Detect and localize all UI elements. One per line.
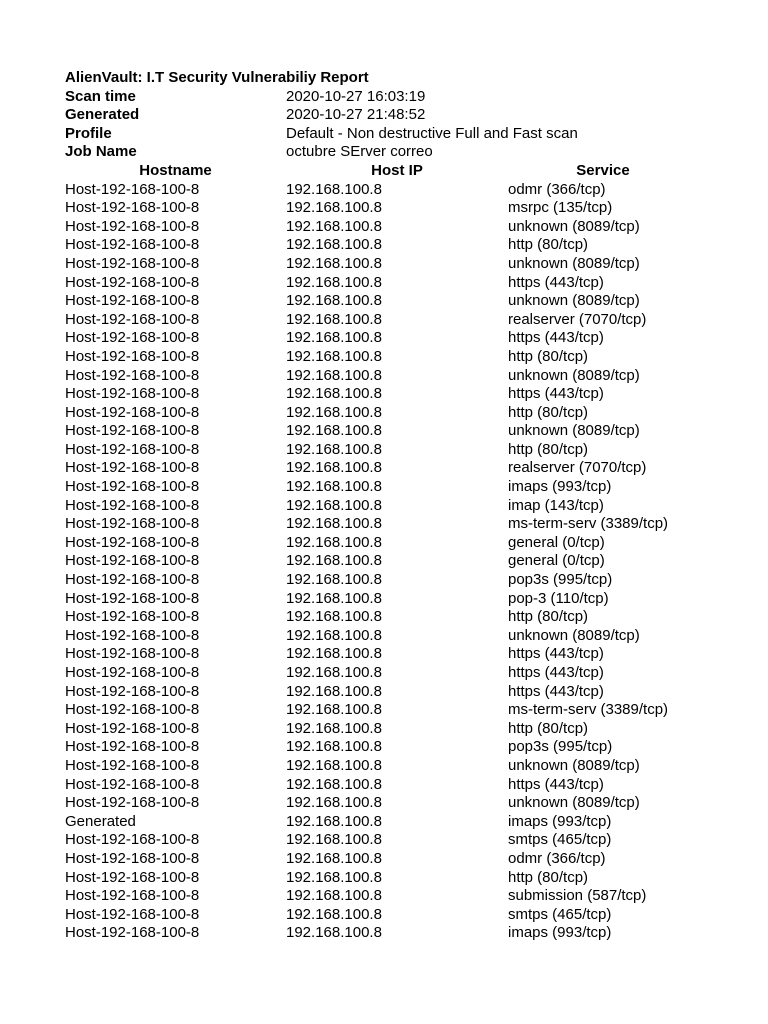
cell-host-ip: 192.168.100.8	[286, 440, 382, 458]
cell-host-ip: 192.168.100.8	[286, 459, 382, 477]
cell-service: http (80/tcp)	[508, 347, 589, 365]
table-row	[65, 794, 698, 813]
cell-service: http (80/tcp)	[508, 403, 589, 421]
table-row	[65, 738, 698, 757]
meta-generated	[65, 106, 698, 125]
meta-label: Scan time	[65, 87, 136, 105]
table-row	[65, 534, 698, 553]
table-row	[65, 608, 698, 627]
cell-service: http (80/tcp)	[508, 236, 589, 254]
cell-hostname: Host-192-168-100-8	[65, 217, 200, 235]
column-header-service: Service	[576, 161, 630, 179]
cell-hostname: Host-192-168-100-8	[65, 422, 200, 440]
table-row	[65, 683, 698, 702]
cell-hostname: Host-192-168-100-8	[65, 403, 200, 421]
cell-hostname: Host-192-168-100-8	[65, 849, 200, 867]
cell-hostname: Host-192-168-100-8	[65, 701, 200, 719]
cell-hostname: Host-192-168-100-8	[65, 273, 200, 291]
cell-service: pop3s (995/tcp)	[508, 738, 613, 756]
cell-service: https (443/tcp)	[508, 682, 604, 700]
meta-label: Job Name	[65, 143, 137, 161]
cell-hostname: Host-192-168-100-8	[65, 924, 200, 942]
cell-service: ms-term-serv (3389/tcp)	[508, 515, 669, 533]
table-row	[65, 590, 698, 609]
table-row	[65, 627, 698, 646]
cell-service: http (80/tcp)	[508, 868, 589, 886]
cell-host-ip: 192.168.100.8	[286, 924, 382, 942]
cell-host-ip: 192.168.100.8	[286, 478, 382, 496]
cell-host-ip: 192.168.100.8	[286, 533, 382, 551]
table-row	[65, 757, 698, 776]
cell-service: pop-3 (110/tcp)	[508, 589, 609, 607]
meta-label: Generated	[65, 106, 140, 124]
meta-value: 2020-10-27 16:03:19	[286, 87, 426, 105]
table-row	[65, 887, 698, 906]
cell-service: https (443/tcp)	[508, 664, 604, 681]
cell-hostname: Host-192-168-100-8	[65, 254, 200, 272]
cell-hostname: Host-192-168-100-8	[65, 496, 200, 514]
cell-service: unknown (8089/tcp)	[508, 794, 640, 812]
cell-host-ip: 192.168.100.8	[286, 236, 382, 254]
cell-hostname: Host-192-168-100-8	[65, 329, 200, 347]
cell-hostname: Host-192-168-100-8	[65, 478, 200, 496]
cell-hostname: Host-192-168-100-8	[65, 682, 200, 700]
cell-host-ip: 192.168.100.8	[286, 626, 382, 644]
cell-hostname: Host-192-168-100-8	[65, 366, 200, 384]
cell-host-ip: 192.168.100.8	[286, 664, 382, 681]
cell-hostname: Host-192-168-100-8	[65, 608, 200, 626]
cell-service: https (443/tcp)	[508, 273, 604, 291]
cell-service: smtps (465/tcp)	[508, 831, 612, 849]
cell-service: realserver (7070/tcp)	[508, 310, 647, 328]
cell-host-ip: 192.168.100.8	[286, 868, 382, 886]
table-row	[65, 255, 698, 274]
cell-service: https (443/tcp)	[508, 775, 604, 793]
column-header-host-ip: Host IP	[371, 161, 423, 179]
cell-hostname: Host-192-168-100-8	[65, 589, 200, 607]
table-row	[65, 906, 698, 925]
cell-service: msrpc (135/tcp)	[508, 199, 613, 217]
cell-host-ip: 192.168.100.8	[286, 608, 382, 626]
cell-service: odmr (366/tcp)	[508, 180, 606, 198]
cell-hostname: Host-192-168-100-8	[65, 626, 200, 644]
cell-service: https (443/tcp)	[508, 329, 604, 347]
cell-service: https (443/tcp)	[508, 645, 604, 663]
cell-hostname: Host-192-168-100-8	[65, 645, 200, 663]
meta-profile	[65, 125, 698, 144]
cell-service: unknown (8089/tcp)	[508, 366, 640, 384]
cell-host-ip: 192.168.100.8	[286, 403, 382, 421]
cell-service: ms-term-serv (3389/tcp)	[508, 701, 669, 719]
cell-hostname: Generated	[65, 812, 136, 830]
table-row	[65, 236, 698, 255]
meta-job-name	[65, 143, 698, 162]
cell-host-ip: 192.168.100.8	[286, 756, 382, 774]
cell-hostname: Host-192-168-100-8	[65, 440, 200, 458]
cell-service: imap (143/tcp)	[508, 496, 604, 514]
cell-host-ip: 192.168.100.8	[286, 366, 382, 384]
cell-hostname: Host-192-168-100-8	[65, 180, 200, 198]
cell-hostname: Host-192-168-100-8	[65, 515, 200, 533]
table-row	[65, 869, 698, 888]
table-row	[65, 850, 698, 869]
cell-service: unknown (8089/tcp)	[508, 422, 640, 440]
cell-host-ip: 192.168.100.8	[286, 905, 382, 923]
cell-host-ip: 192.168.100.8	[286, 496, 382, 514]
cell-hostname: Host-192-168-100-8	[65, 738, 200, 756]
cell-service: submission (587/tcp)	[508, 887, 647, 905]
table-row	[65, 422, 698, 441]
cell-host-ip: 192.168.100.8	[286, 719, 382, 737]
cell-host-ip: 192.168.100.8	[286, 571, 382, 589]
meta-value: Default - Non destructive Full and Fast scan	[286, 124, 578, 142]
cell-host-ip: 192.168.100.8	[286, 794, 382, 812]
table-row	[65, 459, 698, 478]
cell-host-ip: 192.168.100.8	[286, 589, 382, 607]
cell-hostname: Host-192-168-100-8	[65, 552, 200, 570]
cell-service: smtps (465/tcp)	[508, 905, 612, 923]
column-header-hostname: Hostname	[139, 161, 212, 179]
cell-service: imaps (993/tcp)	[508, 812, 612, 830]
cell-host-ip: 192.168.100.8	[286, 199, 382, 217]
cell-hostname: Host-192-168-100-8	[65, 756, 200, 774]
table-row	[65, 571, 698, 590]
cell-hostname: Host-192-168-100-8	[65, 794, 200, 812]
cell-host-ip: 192.168.100.8	[286, 552, 382, 570]
table-row	[65, 218, 698, 237]
cell-hostname: Host-192-168-100-8	[65, 347, 200, 365]
cell-host-ip: 192.168.100.8	[286, 329, 382, 347]
cell-host-ip: 192.168.100.8	[286, 310, 382, 328]
cell-hostname: Host-192-168-100-8	[65, 664, 200, 681]
cell-hostname: Host-192-168-100-8	[65, 571, 200, 589]
cell-service: http (80/tcp)	[508, 719, 589, 737]
table-row	[65, 404, 698, 423]
table-row	[65, 831, 698, 850]
table-header-row	[65, 162, 698, 181]
cell-service: pop3s (995/tcp)	[508, 571, 613, 589]
cell-host-ip: 192.168.100.8	[286, 682, 382, 700]
table-body	[65, 181, 698, 943]
cell-service: general (0/tcp)	[508, 552, 605, 570]
cell-hostname: Host-192-168-100-8	[65, 905, 200, 923]
cell-service: http (80/tcp)	[508, 440, 589, 458]
cell-service: imaps (993/tcp)	[508, 478, 612, 496]
cell-host-ip: 192.168.100.8	[286, 385, 382, 403]
cell-hostname: Host-192-168-100-8	[65, 459, 200, 477]
table-row	[65, 813, 698, 832]
cell-host-ip: 192.168.100.8	[286, 217, 382, 235]
cell-hostname: Host-192-168-100-8	[65, 385, 200, 403]
cell-host-ip: 192.168.100.8	[286, 887, 382, 905]
table-row	[65, 701, 698, 720]
cell-hostname: Host-192-168-100-8	[65, 868, 200, 886]
cell-service: unknown (8089/tcp)	[508, 217, 640, 235]
results-table	[65, 162, 698, 943]
cell-host-ip: 192.168.100.8	[286, 812, 382, 830]
cell-service: unknown (8089/tcp)	[508, 626, 640, 644]
table-row	[65, 329, 698, 348]
cell-host-ip: 192.168.100.8	[286, 831, 382, 849]
table-row	[65, 348, 698, 367]
table-row	[65, 274, 698, 293]
cell-host-ip: 192.168.100.8	[286, 254, 382, 272]
table-row	[65, 441, 698, 460]
cell-hostname: Host-192-168-100-8	[65, 831, 200, 849]
table-row	[65, 776, 698, 795]
cell-service: general (0/tcp)	[508, 533, 605, 551]
table-row	[65, 311, 698, 330]
table-row	[65, 924, 698, 943]
meta-scan-time	[65, 88, 698, 107]
table-row	[65, 497, 698, 516]
cell-host-ip: 192.168.100.8	[286, 273, 382, 291]
table-row	[65, 385, 698, 404]
table-row	[65, 645, 698, 664]
cell-host-ip: 192.168.100.8	[286, 292, 382, 310]
cell-hostname: Host-192-168-100-8	[65, 310, 200, 328]
cell-host-ip: 192.168.100.8	[286, 701, 382, 719]
cell-hostname: Host-192-168-100-8	[65, 719, 200, 737]
report-title: AlienVault: I.T Security Vulnerabiliy Report	[65, 69, 369, 86]
cell-hostname: Host-192-168-100-8	[65, 292, 200, 310]
cell-service: odmr (366/tcp)	[508, 849, 606, 867]
table-row	[65, 292, 698, 311]
cell-host-ip: 192.168.100.8	[286, 180, 382, 198]
table-row	[65, 367, 698, 386]
table-row	[65, 664, 698, 683]
meta-label: Profile	[65, 124, 112, 142]
cell-service: https (443/tcp)	[508, 385, 604, 403]
cell-service: http (80/tcp)	[508, 608, 589, 626]
cell-host-ip: 192.168.100.8	[286, 849, 382, 867]
table-row	[65, 181, 698, 200]
cell-host-ip: 192.168.100.8	[286, 515, 382, 533]
table-row	[65, 199, 698, 218]
table-row	[65, 478, 698, 497]
table-row	[65, 552, 698, 571]
meta-value: 2020-10-27 21:48:52	[286, 106, 426, 124]
cell-host-ip: 192.168.100.8	[286, 347, 382, 365]
cell-hostname: Host-192-168-100-8	[65, 236, 200, 254]
cell-hostname: Host-192-168-100-8	[65, 887, 200, 905]
cell-service: imaps (993/tcp)	[508, 924, 612, 942]
table-row	[65, 720, 698, 739]
cell-hostname: Host-192-168-100-8	[65, 199, 200, 217]
cell-host-ip: 192.168.100.8	[286, 775, 382, 793]
meta-value: octubre SErver correo	[286, 143, 433, 161]
cell-hostname: Host-192-168-100-8	[65, 775, 200, 793]
cell-service: realserver (7070/tcp)	[508, 459, 647, 477]
cell-service: unknown (8089/tcp)	[508, 756, 640, 774]
cell-service: unknown (8089/tcp)	[508, 254, 640, 272]
cell-hostname: Host-192-168-100-8	[65, 533, 200, 551]
cell-host-ip: 192.168.100.8	[286, 422, 382, 440]
cell-host-ip: 192.168.100.8	[286, 645, 382, 663]
vulnerability-report	[65, 69, 698, 943]
cell-service: unknown (8089/tcp)	[508, 292, 640, 310]
table-row	[65, 515, 698, 534]
cell-host-ip: 192.168.100.8	[286, 738, 382, 756]
